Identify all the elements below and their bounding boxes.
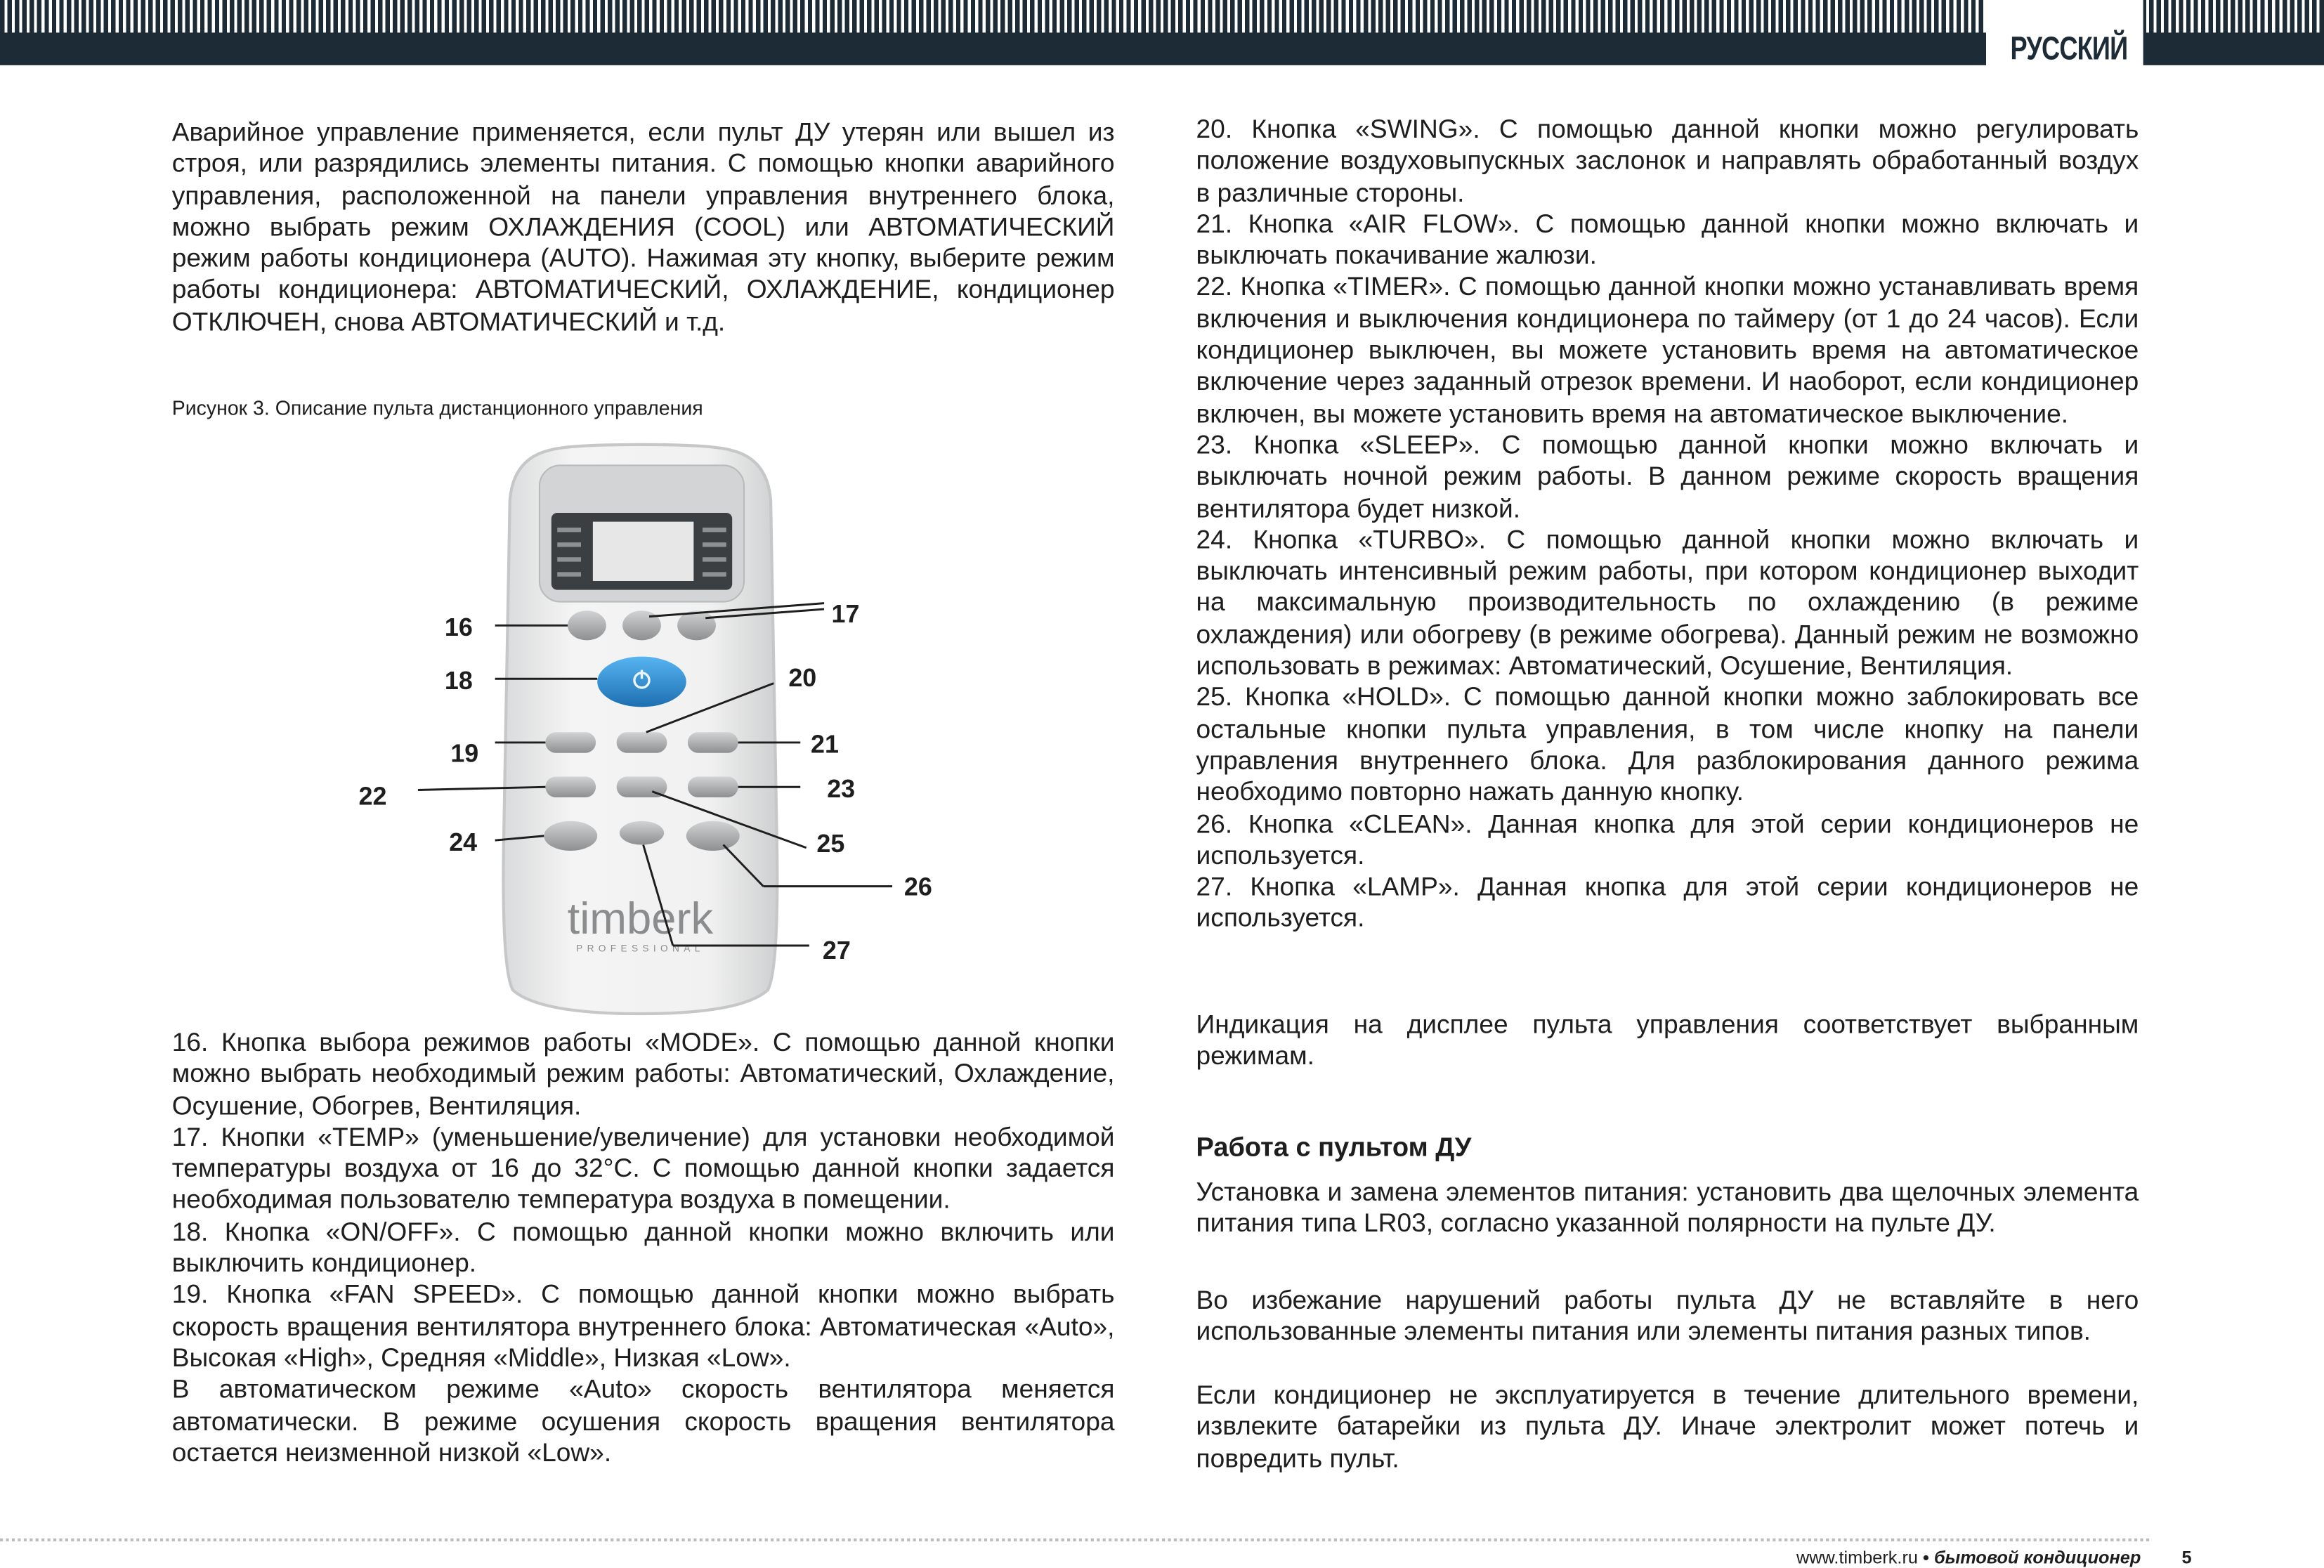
footer-text [1796,1548,2141,1568]
item-26: 26. Кнопка «CLEAN». Данная кнопка для этой серии кондиционеров не используется. [1196,808,2139,870]
air-flow-button[interactable] [688,732,738,753]
callout-24: 24 [449,828,478,856]
callout-22: 22 [358,782,387,811]
right-description-list [1196,114,2139,934]
remote-control-figure [341,442,963,1020]
footer-slogan: бытовой кондиционер [1933,1547,2141,1568]
item-16: 16. Кнопка выбора режимов работы «MODE». С помощью данной кнопки можно выбрать необходимый режим работы: Автоматический, Охлаждение, Осушение, Обогрев, Вентиляция. [171,1027,1115,1121]
turbo-button[interactable] [544,821,597,851]
clean-button[interactable] [686,821,740,851]
callout-19: 19 [450,739,479,768]
brand-logo: timberk [567,894,714,944]
page-number: 5 [2181,1547,2192,1568]
battery-warning-paragraph: Во избежание нарушений работы пульта ДУ не вставляйте в него использованные элементы питания или элементы питания разных типов. [1196,1285,2139,1347]
callout-23: 23 [827,775,856,804]
display-note: Индикация на дисплее пульта управления соответствует выбранным режимам. [1196,1009,2139,1071]
callout-20: 20 [788,663,817,692]
language-label: РУССКИЙ [2010,30,2128,67]
item-21: 21. Кнопка «AIR FLOW». С помощью данной кнопки можно включать и выключать покачивание жалюзи. [1196,209,2139,270]
footer-divider [0,1538,2149,1541]
item-19: 19. Кнопка «FAN SPEED». С помощью данной кнопки можно выбрать скорость вращения вентилятора внутреннего блока: Автоматическая «Auto», Высокая «High», Средняя «Middle», Низкая «Low». [171,1279,1115,1373]
callout-16: 16 [444,613,473,642]
item-20: 20. Кнопка «SWING». С помощью данной кнопки можно регулировать положение воздуховыпускных заслонок и направлять обработанный воздух в различные стороны. [1196,114,2139,207]
callout-25: 25 [816,830,845,858]
figure-caption: Рисунок 3. Описание пульта дистанционного управления [171,397,703,420]
header-stripe [0,0,2324,65]
callout-26: 26 [903,873,932,901]
lcd-screen [593,522,693,581]
mode-button[interactable] [568,610,606,640]
item-23: 23. Кнопка «SLEEP». С помощью данной кнопки можно включать и выключать ночной режим работы. В данном режиме скорость вращения вентилятора будет низкой. [1196,429,2139,523]
battery-install-paragraph: Установка и замена элементов питания: установить два щелочных элемента питания типа LR03, согласно указанной полярности на пульте ДУ. [1196,1177,2139,1239]
brand-sub-logo: PROFESSIONAL [576,943,705,954]
callout-18: 18 [444,667,473,695]
on-off-button[interactable] [597,657,686,707]
item-24: 24. Кнопка «TURBO». С помощью данной кнопки можно включать и выключать интенсивный режим работы, при котором кондиционер выходит на максимальную производительность по охлаждению (в режиме охлаждения) или обогреву (в режиме обогрева). Данный режим не возможно использовать в режимах: Автоматический, Осушение, Вентиляция. [1196,524,2139,681]
item-25: 25. Кнопка «HOLD». С помощью данной кнопки можно заблокировать все остальные кнопки пульта управления, в том числе кнопку на панели управления внутреннего блока. Для разблокирования данного режима необходимо повторно нажать данную кнопку. [1196,682,2139,807]
intro-paragraph: Аварийное управление применяется, если пульт ДУ утерян или вышел из строя, или разрядились элементы питания. С помощью кнопки аварийного управления, расположенной на панели управления внутреннего блока, можно выбрать режим ОХЛАЖДЕНИЯ (COOL) или АВТОМАТИЧЕСКИЙ режим работы кондиционера (AUTO). Нажимая эту кнопку, выберите режим работы кондиционера: АВТОМАТИЧЕСКИЙ, ОХЛАЖДЕНИЕ, кондиционер ОТКЛЮЧЕН, снова АВТОМАТИЧЕСКИЙ и т.д. [171,117,1115,337]
fan-speed-button[interactable] [545,732,596,753]
footer-site: www.timberk.ru [1796,1547,1918,1568]
section-title: Работа с пультом ДУ [1196,1132,1472,1163]
callout-17: 17 [831,600,860,629]
sleep-button[interactable] [688,776,738,797]
callout-27: 27 [822,936,851,965]
swing-button[interactable] [617,732,667,753]
lamp-button[interactable] [620,821,664,845]
item-22: 22. Кнопка «TIMER». С помощью данной кнопки можно устанавливать время включения и выключения кондиционера по таймеру (от 1 до 24 часов). Если кондиционер выключен, вы можете установить время на автоматическое включение через заданный отрезок времени. И наоборот, если кондиционер включен, вы можете установить время на автоматическое выключение. [1196,272,2139,429]
temp-up-button[interactable] [677,610,716,640]
item-17: 17. Кнопки «TEMP» (уменьшение/увеличение) для установки необходимой температуры воздуха от 16 до 32°C. С помощью данной кнопки задается необходимая пользователю температура воздуха в помещении. [171,1121,1115,1215]
timer-button[interactable] [545,776,596,797]
auto-mode-note: В автоматическом режиме «Auto» скорость вентилятора меняется автоматически. В режиме осушения скорость вращения вентилятора остается неизменной низкой «Low». [171,1374,1115,1468]
item-18: 18. Кнопка «ON/OFF». С помощью данной кнопки можно включить или выключить кондиционер. [171,1216,1115,1278]
battery-storage-paragraph: Если кондиционер не эксплуатируется в течение длительного времени, извлеките батарейки из пульта ДУ. Иначе электролит может потечь и повредить пульт. [1196,1380,2139,1473]
left-description-list [172,1027,1115,1469]
footer-separator: • [1923,1547,1929,1568]
callout-21: 21 [811,730,839,759]
item-27: 27. Кнопка «LAMP». Данная кнопка для этой серии кондиционеров не используется. [1196,871,2139,933]
